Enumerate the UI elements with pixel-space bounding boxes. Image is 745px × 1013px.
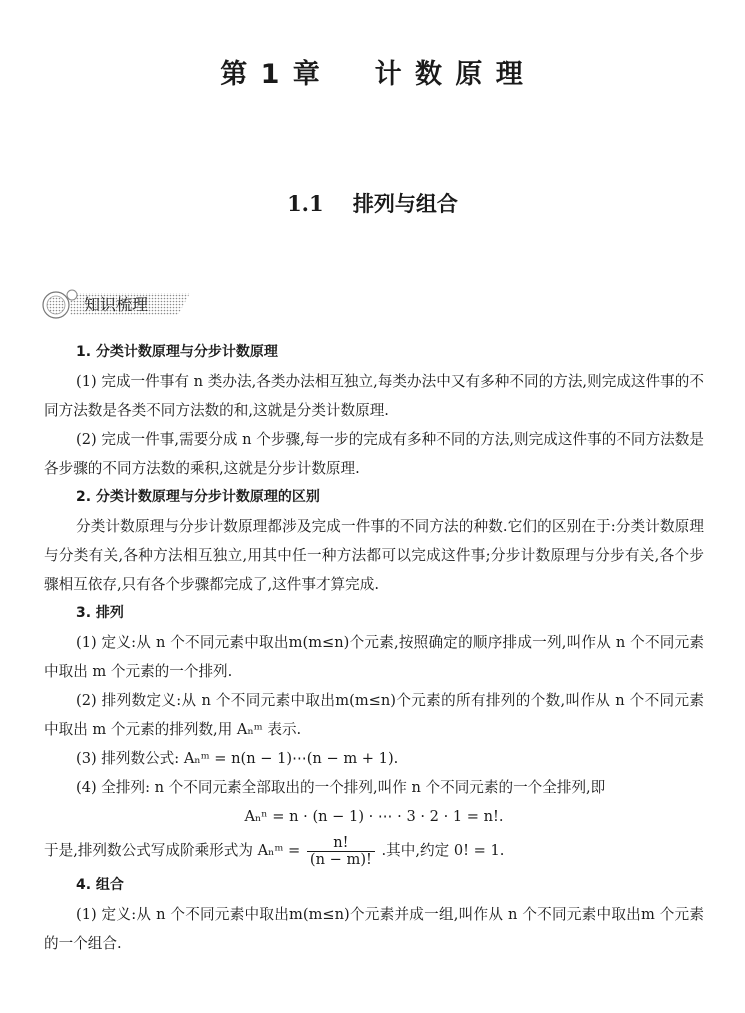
paragraph-4: (1) 定义:从 n 个不同元素中取出m(m≤n)个元素,按照确定的顺序排成一列,叫作从 n 个不同元素中取出 m 个元素的一个排列. [44, 634, 704, 680]
chapter-number: 1 [260, 59, 282, 90]
chapter-title [0, 52, 745, 91]
paragraph-6: (3) 排列数公式: Aₙᵐ = n(n − 1)⋯(n − m + 1). [76, 750, 399, 767]
factorial-fraction [307, 835, 375, 868]
fraction-denominator: (n − m)! [309, 850, 372, 868]
section-number: 1.1 [287, 191, 324, 216]
paragraph-9: (1) 定义:从 n 个不同元素中取出m(m≤n)个元素并成一组,叫作从 n 个不同元素中取出m 个元素的一个组合. [44, 906, 704, 952]
chapter-name: 计 数 原 理 [374, 59, 525, 90]
paragraph-1: (1) 完成一件事有 n 类办法,各类办法相互独立,每类办法中又有多种不同的方法,则完成这件事的不同方法数是各类不同方法数的和,这就是分类计数原理. [44, 373, 704, 419]
section-title [0, 188, 745, 218]
paragraph-8 [44, 831, 704, 871]
section-name: 排列与组合 [352, 192, 458, 216]
paragraph-5: (2) 排列数定义:从 n 个不同元素中取出m(m≤n)个元素的所有排列的个数,叫作从 n 个不同元素中取出 m 个元素的排列数,用 Aₙᵐ 表示. [44, 692, 704, 738]
fraction-numerator: n! [307, 835, 375, 852]
factorial-form-intro: 于是,排列数公式写成阶乘形式为 Aₙᵐ = [44, 842, 301, 859]
factorial-form-outro: .其中,约定 0! = 1. [381, 842, 505, 859]
badge-label: 知识梳理 [84, 295, 149, 314]
chapter-prefix: 第 [220, 59, 250, 90]
knowledge-badge [40, 285, 190, 321]
heading-4: 4. 组合 [76, 877, 124, 893]
heading-1: 1. 分类计数原理与分步计数原理 [76, 344, 278, 360]
heading-2: 2. 分类计数原理与分步计数原理的区别 [76, 489, 320, 505]
heading-3: 3. 排列 [76, 605, 124, 621]
chapter-suffix: 章 [292, 59, 322, 90]
paragraph-7: (4) 全排列: n 个不同元素全部取出的一个排列,叫作 n 个不同元素的一个全排列,即 [76, 779, 606, 796]
equation-full-permutation: Aₙⁿ = n · (n − 1) · ⋯ · 3 · 2 · 1 = n!. [244, 808, 504, 825]
paragraph-3: 分类计数原理与分步计数原理都涉及完成一件事的不同方法的种数.它们的区别在于:分类计数原理与分类有关,各种方法相互独立,用其中任一种方法都可以完成这件事;分步计数原理与分步有关,各个步骤相互依存,只有各个步骤都完成了,这件事才算完成. [44, 518, 704, 593]
content-body [44, 338, 704, 958]
paragraph-2: (2) 完成一件事,需要分成 n 个步骤,每一步的完成有多种不同的方法,则完成这件事的不同方法数是各步骤的不同方法数的乘积,这就是分步计数原理. [44, 431, 704, 477]
